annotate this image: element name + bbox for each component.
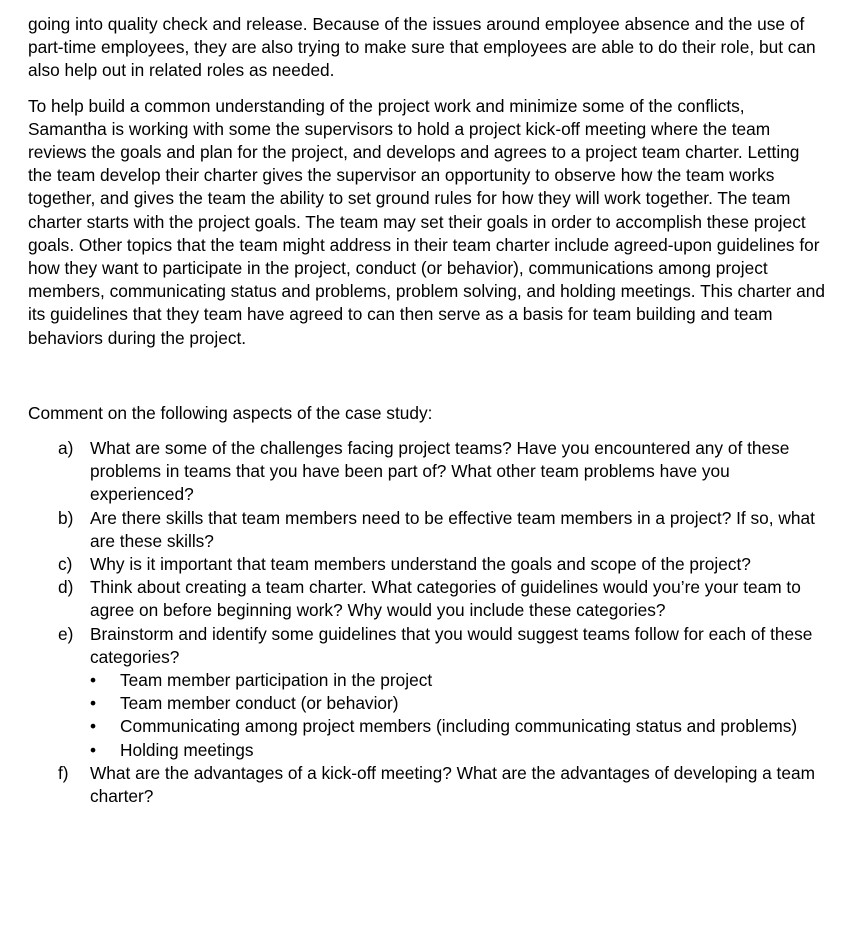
list-item xyxy=(90,692,828,715)
bullet-icon: • xyxy=(90,670,97,691)
question-text: What are the advantages of a kick-off meeting? What are the advantages of developing a team charter? xyxy=(90,762,815,807)
bullet-icon: • xyxy=(90,716,97,737)
question-label: c) xyxy=(58,554,73,575)
question-text: What are some of the challenges facing project teams? Have you encountered any of these problems in teams that you have been part of? What other team problems have you experienced? xyxy=(90,438,790,505)
paragraph-charter: To help build a common understanding of the project work and minimize some of the conflicts, Samantha is working with some the supervisors to hold a project kick-off meeting where the team reviews the goals and plan for the project, and develops and agrees to a project team charter. Letting the team develop their charter gives the supervisor an opportunity to observe how the team works together, and gives the team the ability to set ground rules for how they will work together. The team charter starts with the project goals. The team may set their goals in order to accomplish these project goals. Other topics that the team might address in their team charter include agreed-upon guidelines for how they want to participate in the project, conduct (or behavior), communications among project members, communicating status and problems, problem solving, and holding meetings. This charter and its guidelines that they team have agreed to can then serve as a basis for team building and team behaviors during the project. xyxy=(28,95,825,348)
question-label: b) xyxy=(58,507,74,528)
paragraph-intro: going into quality check and release. Because of the issues around employee absence and the use of part-time employees, they are also trying to make sure that employees are able to do their role, but can also help out in related roles as needed. xyxy=(28,14,816,81)
category-text: Communicating among project members (including communicating status and problems) xyxy=(120,716,798,737)
list-item xyxy=(90,715,828,738)
question-text: Why is it important that team members understand the goals and scope of the project? xyxy=(90,554,751,575)
bullet-icon: • xyxy=(90,693,97,714)
question-list xyxy=(28,437,828,808)
list-item xyxy=(90,739,828,762)
question-label: f) xyxy=(58,762,69,783)
category-text: Holding meetings xyxy=(120,739,254,760)
category-list xyxy=(90,669,828,762)
questions-prompt: Comment on the following aspects of the case study: xyxy=(28,402,433,423)
document-page xyxy=(28,13,828,808)
question-item xyxy=(28,437,828,507)
question-label: a) xyxy=(58,438,74,459)
question-label: d) xyxy=(58,577,74,598)
question-item xyxy=(28,576,828,622)
category-text: Team member conduct (or behavior) xyxy=(120,693,399,714)
question-item xyxy=(28,623,828,762)
category-text: Team member participation in the project xyxy=(120,670,433,691)
list-item xyxy=(90,669,828,692)
question-text: Are there skills that team members need to be effective team members in a project? If so, what are these skills? xyxy=(90,507,815,551)
question-label: e) xyxy=(58,623,74,644)
question-text: Think about creating a team charter. What categories of guidelines would you’re your team to agree on before beginning work? Why would you include these categories? xyxy=(90,577,801,621)
bullet-icon: • xyxy=(90,739,97,760)
question-text: Brainstorm and identify some guidelines that you would suggest teams follow for each of these categories? xyxy=(90,623,813,667)
question-item xyxy=(28,762,828,808)
question-item xyxy=(28,507,828,553)
question-item xyxy=(28,553,828,576)
